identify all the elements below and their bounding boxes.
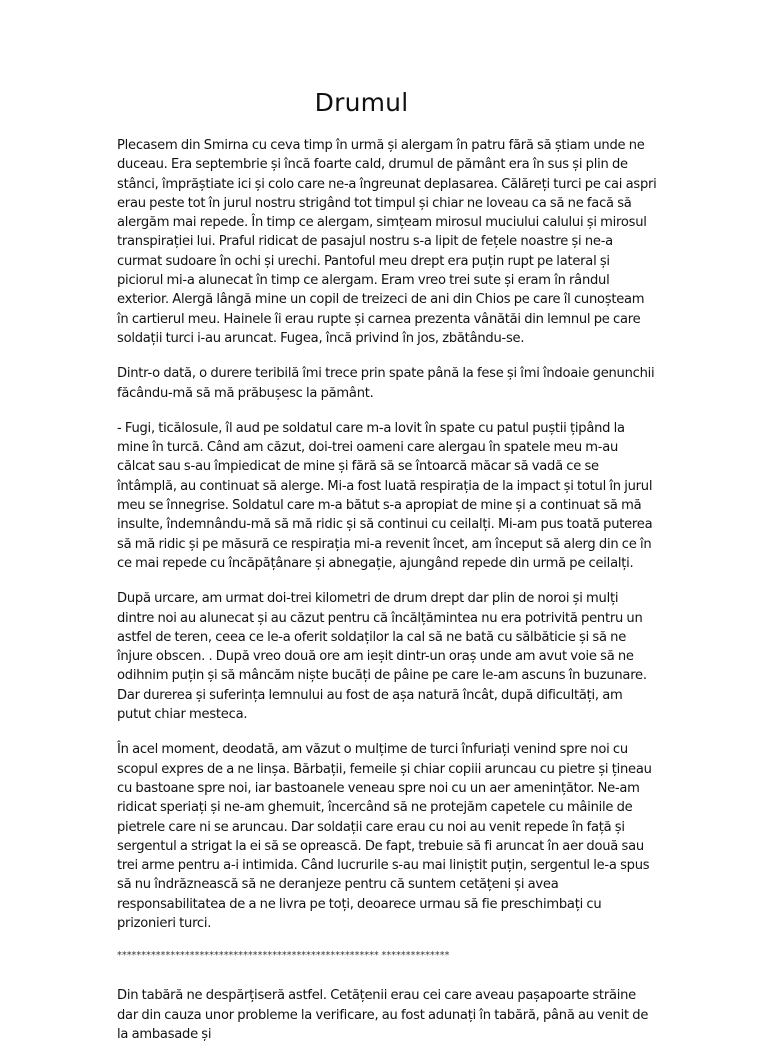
paragraph: În acel moment, deodată, am văzut o mulțime de turci înfuriați venind spre noi cu scopul expres de a ne linșa. Bărbații, femeile și chiar copiii aruncau cu pietre și țineau cu bastoane spre noi, iar bastoanele veneau spre noi cu un aer amenințător. Ne-am ridicat speriați și ne-am ghemuit, încercând să ne protejăm capetele cu mâinile de pietrele care ni se aruncau. Dar soldații care erau cu noi au venit repede în față și sergentul a strigat la ei să se oprească. De fapt, trebuie să fi aruncat în aer două sau trei arme pentru a-i intimida. Când lucrurile s-au mai liniștit puțin, sergentul le-a spus să nu îndrăznească să ne deranjeze pentru că suntem cetățeni și avea responsabilitatea de a ne livra pe toți, deoarece urmau să fie preschimbați cu prizonieri turci. (117, 742, 652, 931)
paragraph: Din tabără ne despărțiseră astfel. Cetățenii erau cei care aveau pașapoarte străine dar din cauza unor probleme la verificare, au fost adunați în tabără, până au venit de la ambasade și (117, 988, 649, 1042)
paragraph: Plecasem din Smirna cu ceva timp în urmă și alergam în patru fără să știam unde ne duceau. Era septembrie și încă foarte cald, drumul de pământ era în sus și plin de stânci, împrăștiate ici și colo care ne-a îngreunat deplasarea. Călăreți turci pe cai aspri erau peste tot în jurul nostru strigând tot timpul și chiar ne loveau ca să ne facă să alergăm mai repede. În timp ce alergam, simțeam mirosul muciului calului și mirosul transpirației lui. Praful ridicat de pasajul nostru s-a lipit de fețele noastre și ne-a curmat sudoare în ochi și urechi. Pantoful meu drept era puțin rupt pe lateral și piciorul mi-a alunecat în timp ce alergam. Eram vreo trei sute și eram în rândul exterior. Alergă lângă mine un copil de treizeci de ani din Chios pe care îl cunoșteam în cartierul meu. Hainele îi erau rupte și carnea prezenta vânătăi din lemnul pe care soldații turci i-au aruncat. Fugea, încă privind în jos, zbătându-se. (117, 138, 657, 346)
paragraph: - Fugi, ticălosule, îl aud pe soldatul care m-a lovit în spate cu patul puștii țipând la mine în turcă. Când am căzut, doi-trei oameni care alergau în spatele meu m-au călcat sau s-au împiedicat de mine și fără să se întoarcă măcar să vadă ce se întâmplă, au continuat să alerge. Mi-a fost luată respirația de la impact și totul în jurul meu se înnegrise. Soldatul care m-a bătut s-a apropiat de mine și a continuat să mă insulte, îndemnându-mă să mă ridic și să continui cu ceilalți. Mi-am pus toată puterea să mă ridic și pe măsură ce respirația mi-a revenit încet, am început să alerg din ce în ce mai repede cu încăpățânare și abnegație, ajungând repede din urmă pe ceilalți. (117, 420, 653, 571)
document-body (117, 136, 657, 1060)
paragraph: Dintr-o dată, o durere teribilă îmi trece prin spate până la fese și îmi îndoaie genunchii făcându-mă să mă prăbușesc la pământ. (117, 366, 655, 401)
section-separator: ****************************************************** ************** (117, 950, 450, 962)
paragraph: După urcare, am urmat doi-trei kilometri de drum drept dar plin de noroi și mulți dintre noi au alunecat și au căzut pentru că încălțămintea nu era potrivită pentru un astfel de teren, ceea ce le-a oferit soldaților la cal să ne bată cu sălbăticie și să ne înjure obscen. . După vreo două ore am ieșit dintr-un oraș unde am avut voie să ne odihnim puțin și să mâncăm niște bucăți de pâine pe care le-am ascuns în buzunare. Dar durerea și suferința lemnului au fost de așa natură încât, după dificultăți, am putut chiar mesteca. (117, 591, 647, 723)
document-title: Drumul (314, 88, 409, 117)
